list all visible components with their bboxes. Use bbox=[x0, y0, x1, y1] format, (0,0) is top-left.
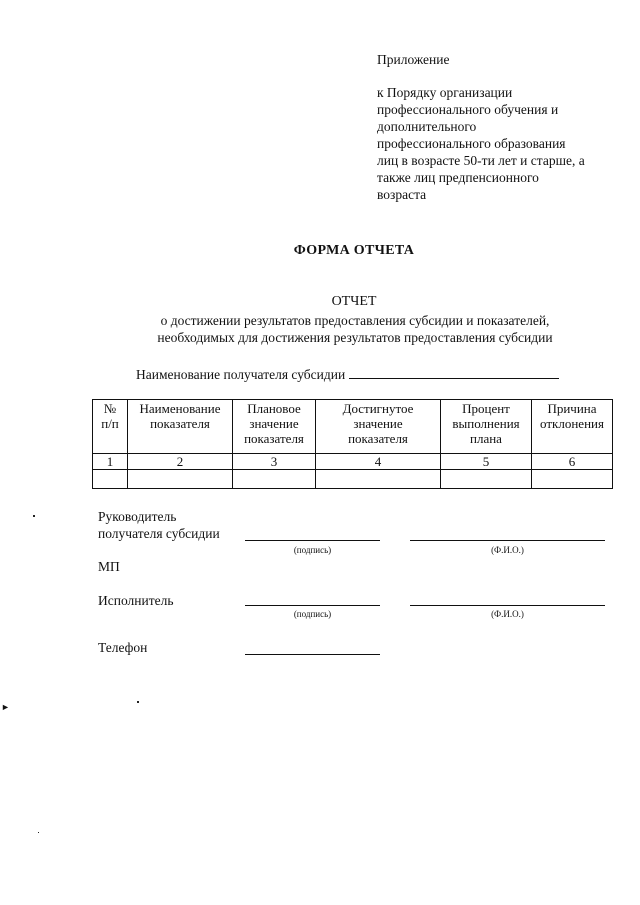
table-cell[interactable] bbox=[93, 470, 128, 489]
header-text: плана bbox=[470, 431, 502, 446]
scan-speck bbox=[137, 701, 139, 703]
appendix-line: профессионального образования bbox=[377, 136, 566, 151]
column-number: 3 bbox=[233, 454, 316, 470]
column-number: 5 bbox=[441, 454, 532, 470]
scan-speck bbox=[33, 515, 35, 517]
phone-label: Телефон bbox=[98, 640, 148, 655]
recipient-label: Наименование получателя субсидии bbox=[136, 367, 346, 382]
header-text: Процент bbox=[462, 401, 510, 416]
recipient-field bbox=[136, 366, 559, 383]
header-achieved-value bbox=[316, 400, 441, 454]
table-cell[interactable] bbox=[532, 470, 613, 489]
head-label bbox=[98, 508, 220, 542]
appendix-text bbox=[377, 84, 617, 203]
appendix-title: Приложение bbox=[377, 52, 450, 67]
table-cell[interactable] bbox=[128, 470, 233, 489]
header-text: показателя bbox=[244, 431, 304, 446]
scan-speck bbox=[38, 832, 39, 833]
report-title: ОТЧЕТ bbox=[331, 294, 377, 309]
table-number-row bbox=[93, 454, 613, 470]
header-text: п/п bbox=[101, 416, 119, 431]
table-cell[interactable] bbox=[233, 470, 316, 489]
appendix-line: возраста bbox=[377, 187, 427, 202]
head-name-caption: (Ф.И.О.) bbox=[491, 545, 524, 555]
head-name-line[interactable] bbox=[410, 540, 605, 541]
table-cell[interactable] bbox=[316, 470, 441, 489]
form-heading: ФОРМА ОТЧЕТА bbox=[293, 243, 415, 258]
recipient-blank-line[interactable] bbox=[349, 366, 559, 379]
header-indicator-name bbox=[128, 400, 233, 454]
column-number: 2 bbox=[128, 454, 233, 470]
margin-arrow-mark: ► bbox=[1, 702, 10, 712]
head-label-line: Руководитель bbox=[98, 509, 177, 524]
appendix-line: к Порядку организации bbox=[377, 85, 513, 100]
executor-signature-caption: (подпись) bbox=[293, 609, 332, 619]
report-subtitle-line: необходимых для достижения результатов предоставления субсидии bbox=[157, 330, 553, 345]
appendix-line: лиц в возрасте 50-ти лет и старше, а bbox=[377, 153, 585, 168]
header-text: Плановое bbox=[247, 401, 301, 416]
report-subtitle bbox=[110, 312, 600, 346]
header-text: показателя bbox=[150, 416, 210, 431]
table-row bbox=[93, 470, 613, 489]
header-text: значение bbox=[353, 416, 403, 431]
appendix-line: также лиц предпенсионного bbox=[377, 170, 539, 185]
head-signature-caption: (подпись) bbox=[293, 545, 332, 555]
executor-label: Исполнитель bbox=[98, 593, 174, 608]
column-number: 1 bbox=[93, 454, 128, 470]
stamp-label: МП bbox=[98, 559, 120, 574]
header-text: Наименование bbox=[139, 401, 221, 416]
header-text: значение bbox=[249, 416, 299, 431]
executor-name-caption: (Ф.И.О.) bbox=[491, 609, 524, 619]
header-plan-percent bbox=[441, 400, 532, 454]
column-number: 4 bbox=[316, 454, 441, 470]
head-label-line: получателя субсидии bbox=[98, 526, 220, 541]
header-text: Достигнутое bbox=[342, 401, 414, 416]
table-cell[interactable] bbox=[441, 470, 532, 489]
head-signature-line[interactable] bbox=[245, 540, 380, 541]
appendix-block bbox=[377, 51, 617, 203]
header-text: Причина bbox=[547, 401, 597, 416]
report-subtitle-line: о достижении результатов предоставления субсидии и показателей, bbox=[160, 313, 550, 328]
header-planned-value bbox=[233, 400, 316, 454]
appendix-line: дополнительного bbox=[377, 119, 477, 134]
header-number bbox=[93, 400, 128, 454]
report-table bbox=[92, 399, 613, 489]
header-deviation-reason bbox=[532, 400, 613, 454]
column-number: 6 bbox=[532, 454, 613, 470]
header-text: выполнения bbox=[452, 416, 520, 431]
executor-name-line[interactable] bbox=[410, 605, 605, 606]
table-header-row bbox=[93, 400, 613, 454]
executor-signature-line[interactable] bbox=[245, 605, 380, 606]
header-text: отклонения bbox=[540, 416, 604, 431]
appendix-line: профессионального обучения и bbox=[377, 102, 559, 117]
header-text: показателя bbox=[348, 431, 408, 446]
phone-line[interactable] bbox=[245, 654, 380, 655]
header-text: № bbox=[103, 401, 117, 416]
